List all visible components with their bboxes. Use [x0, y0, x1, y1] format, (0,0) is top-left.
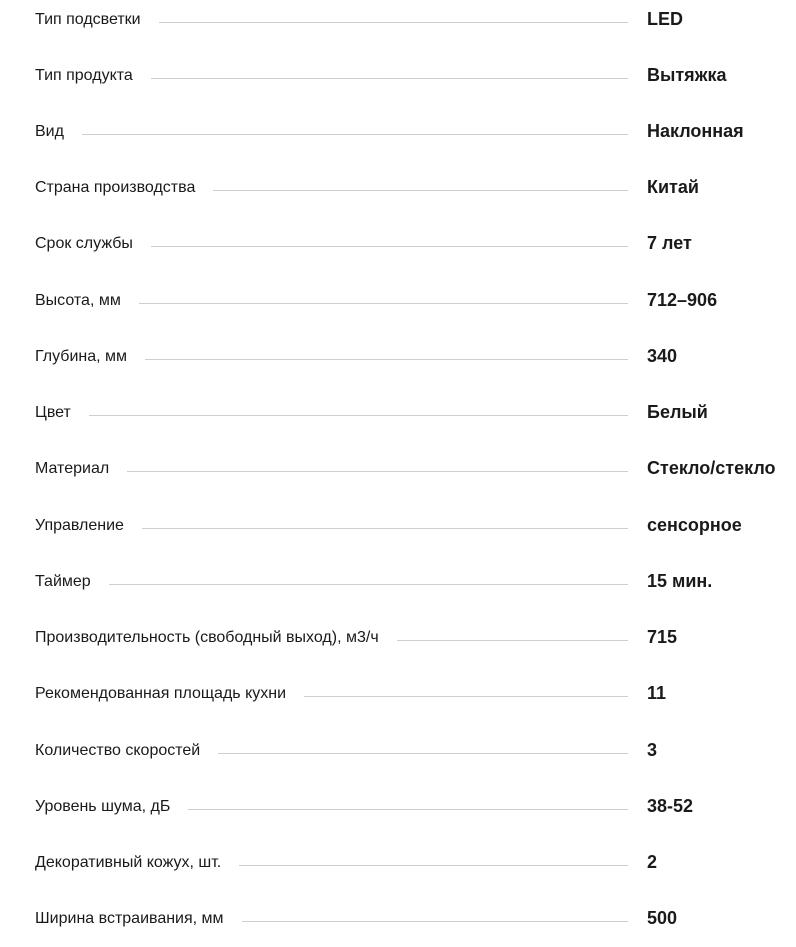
- spec-row-material: [0, 455, 796, 485]
- spec-row-kitchen-area: [0, 680, 796, 710]
- spec-value: 38-52: [647, 796, 694, 816]
- spec-label: Материал: [35, 460, 110, 477]
- spec-label: Цвет: [35, 404, 71, 421]
- spec-divider-line: [242, 921, 628, 922]
- spec-value: 715: [647, 627, 678, 647]
- spec-value: Наклонная: [647, 121, 744, 141]
- spec-value: 11: [647, 683, 667, 703]
- spec-divider-line: [239, 865, 628, 866]
- spec-value: Вытяжка: [647, 65, 727, 85]
- spec-value: 3: [647, 740, 658, 760]
- spec-label: Рекомендованная площадь кухни: [35, 685, 287, 702]
- spec-label: Тип подсветки: [35, 11, 141, 28]
- spec-row-kind: [0, 118, 796, 148]
- spec-divider-line: [142, 528, 628, 529]
- spec-divider-line: [304, 696, 628, 697]
- spec-row-service-life: [0, 230, 796, 260]
- spec-row-product-type: [0, 62, 796, 92]
- spec-label: Ширина встраивания, мм: [35, 910, 224, 927]
- spec-divider-line: [145, 359, 628, 360]
- spec-divider-line: [151, 246, 628, 247]
- spec-row-control: [0, 512, 796, 542]
- spec-value: 2: [647, 852, 658, 872]
- spec-row-built-in-width: [0, 905, 796, 935]
- spec-divider-line: [218, 753, 628, 754]
- spec-label: Таймер: [35, 573, 91, 590]
- spec-label: Страна производства: [35, 179, 196, 196]
- spec-divider-line: [89, 415, 628, 416]
- spec-label: Уровень шума, дБ: [35, 798, 171, 815]
- spec-value: Белый: [647, 402, 708, 422]
- spec-row-height: [0, 287, 796, 317]
- spec-row-timer: [0, 568, 796, 598]
- spec-label: Вид: [35, 123, 64, 140]
- spec-label: Управление: [35, 517, 124, 534]
- spec-value: 340: [647, 346, 678, 366]
- spec-label: Производительность (свободный выход), м3/ч: [35, 629, 379, 646]
- spec-divider-line: [159, 22, 628, 23]
- spec-row-color: [0, 399, 796, 429]
- spec-value: 712–906: [647, 290, 718, 310]
- spec-value: Китай: [647, 177, 699, 197]
- spec-label: Количество скоростей: [35, 742, 201, 759]
- spec-row-backlight-type: [0, 6, 796, 36]
- spec-value: LED: [647, 9, 683, 29]
- spec-divider-line: [127, 471, 628, 472]
- spec-divider-line: [188, 809, 628, 810]
- spec-row-depth: [0, 343, 796, 373]
- spec-divider-line: [109, 584, 628, 585]
- spec-value: 500: [647, 908, 678, 928]
- spec-divider-line: [151, 78, 628, 79]
- spec-value: Стекло/стекло: [647, 458, 776, 478]
- spec-divider-line: [213, 190, 628, 191]
- spec-divider-line: [82, 134, 628, 135]
- spec-row-decorative-casing: [0, 849, 796, 879]
- spec-label: Высота, мм: [35, 292, 121, 309]
- spec-label: Срок службы: [35, 235, 133, 252]
- spec-label: Тип продукта: [35, 67, 133, 84]
- spec-divider-line: [139, 303, 628, 304]
- spec-row-noise-level: [0, 793, 796, 823]
- spec-row-country: [0, 174, 796, 204]
- spec-value: 15 мин.: [647, 571, 713, 591]
- spec-label: Глубина, мм: [35, 348, 128, 365]
- spec-value: сенсорное: [647, 515, 742, 535]
- spec-row-performance: [0, 624, 796, 654]
- spec-row-speeds: [0, 737, 796, 767]
- spec-label: Декоративный кожух, шт.: [35, 854, 222, 871]
- spec-value: 7 лет: [647, 233, 692, 253]
- spec-divider-line: [397, 640, 628, 641]
